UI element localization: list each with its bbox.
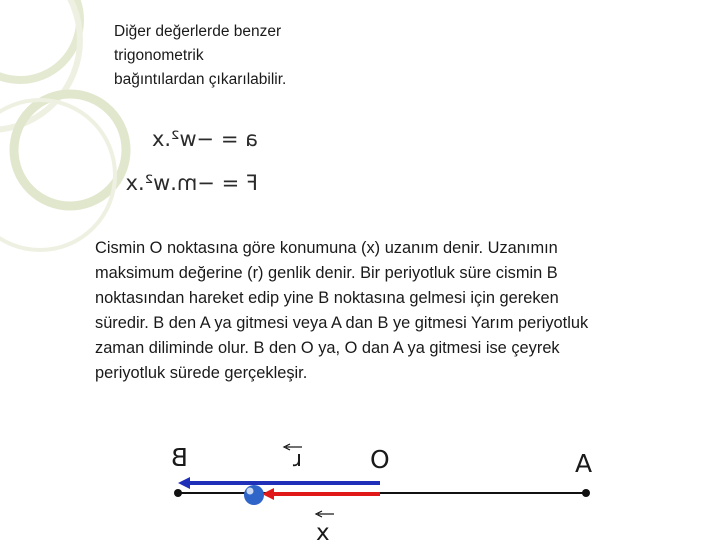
label-r: r <box>292 448 302 473</box>
label-b: B <box>170 443 188 472</box>
label-o: O <box>370 445 390 474</box>
ball <box>244 485 264 505</box>
point-a-dot <box>582 489 590 497</box>
r-vector-head <box>178 477 190 489</box>
point-b-dot <box>174 489 182 497</box>
label-a: A <box>575 449 593 478</box>
body-line: zaman diliminde olur. B den O ya, O dan A ya gitmesi ise çeyrek <box>95 339 560 357</box>
body-line: maksimum değerine (r) genlik denir. Bir periyotluk süre cismin B <box>95 264 558 282</box>
formula-line-2: F = −m.w².x <box>125 171 258 195</box>
intro-line: Diğer değerlerde benzer <box>114 23 282 40</box>
intro-line: bağıntılardan çıkarılabilir. <box>114 71 287 88</box>
label-x: x <box>316 520 330 546</box>
body-line: noktasından hareket edip yine B noktasına gelmesi için gereken <box>95 289 559 307</box>
intro-line: trigonometrik <box>114 47 204 64</box>
formula-line-1: a = −w².x <box>151 127 258 151</box>
body-line: Cismin O noktasına göre konumuna (x) uzanım denir. Uzanımın <box>95 239 558 257</box>
body-line: periyotluk sürede gerçekleşir. <box>95 364 308 382</box>
body-line: süredir. B den A ya gitmesi veya A dan B ye gitmesi Yarım periyotluk <box>95 314 589 332</box>
ball-highlight <box>247 488 254 495</box>
